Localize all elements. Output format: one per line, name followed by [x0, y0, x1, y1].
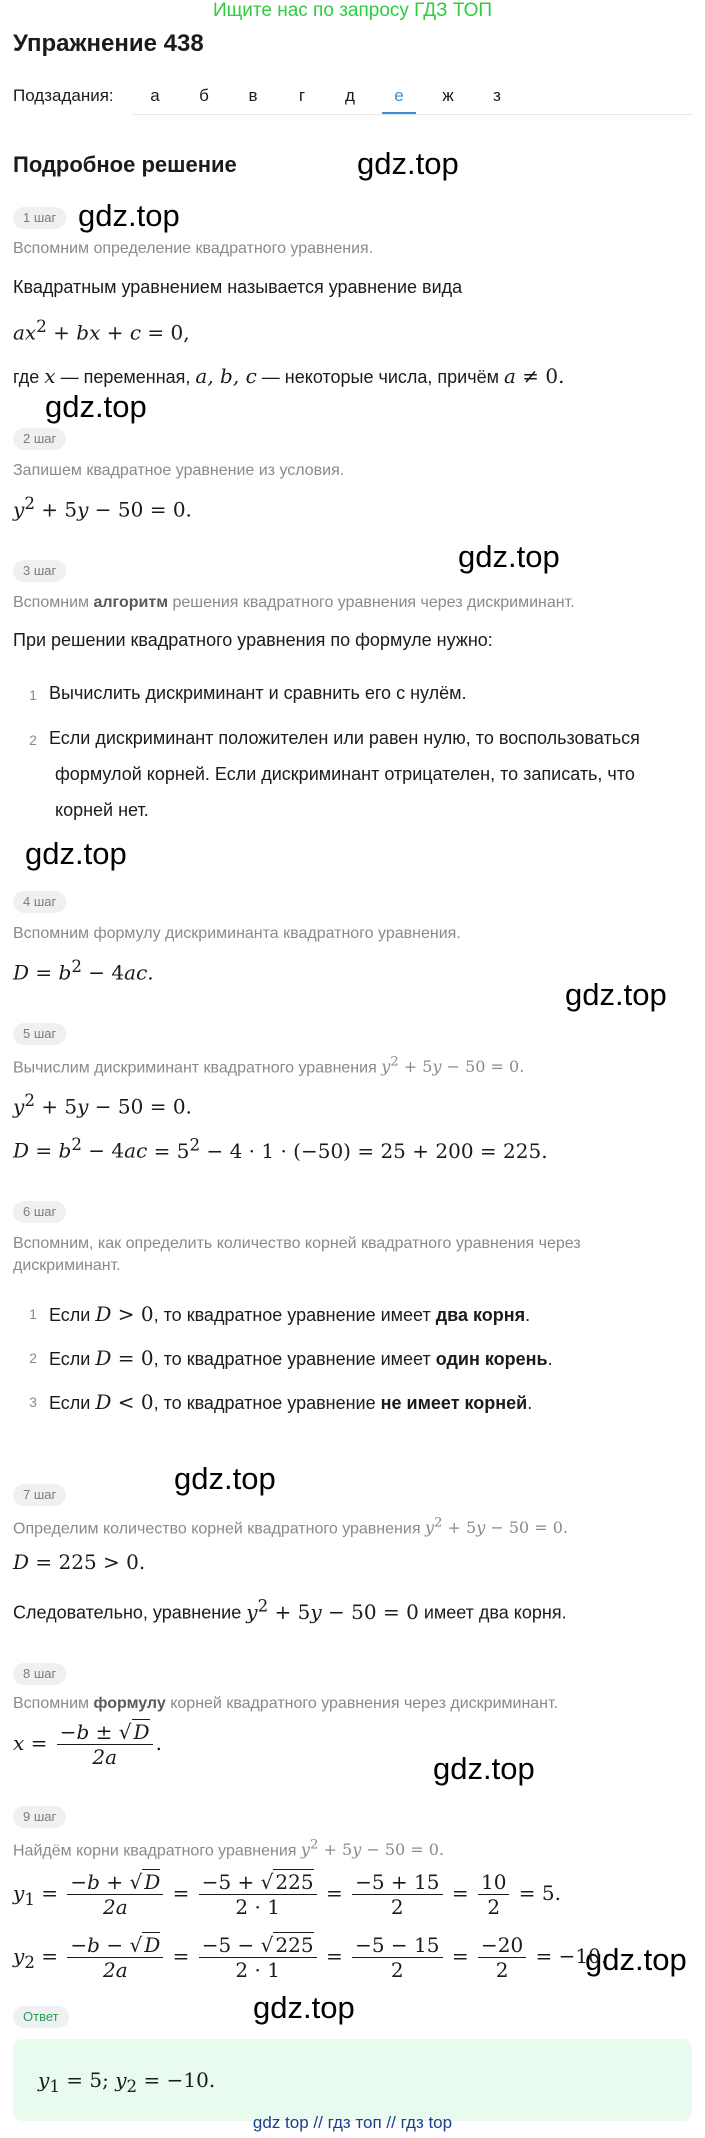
watermark: gdz.top	[45, 389, 147, 424]
top-banner: Ищите нас по запросу ГДЗ ТОП	[212, 0, 493, 21]
list-item-continued: формулой корней. Если дискриминант отрицателен, то записать, что	[55, 764, 635, 784]
watermark: gdz.top	[25, 836, 127, 871]
step-badge: 6 шаг	[13, 1201, 66, 1223]
formula-root-y1: $y_1$ = $\frac{-b + √ D}{2a}$ = $\frac{-5 + √ 225}{2 \cdot 1}$ = $\frac{-5 + 15}{2}$ = $\frac{10}{2}$ = 5.	[13, 1870, 561, 1919]
step-conclusion: Следовательно, уравнение $y^2 + 5y - 50 = 0$ имеет два корня.	[13, 1596, 567, 1624]
formula-d-value: D = 225 > 0.	[13, 1550, 146, 1574]
watermark: gdz.top	[458, 539, 560, 574]
list-item: Если D < 0, то квадратное уравнение не имеет корней.	[49, 1390, 533, 1414]
tab-subtask-v[interactable]: в	[248, 86, 258, 105]
watermark: gdz.top	[585, 1942, 687, 1977]
tab-subtask-a[interactable]: а	[150, 86, 160, 105]
step-hint: Вспомним алгоритм решения квадратного уравнения через дискриминант.	[13, 594, 575, 611]
step-hint: Вспомним формулу дискриминанта квадратного уравнения.	[13, 925, 461, 942]
step-hint: Вычислим дискриминант квадратного уравнения $y^2 + 5y - 50 = 0$.	[13, 1055, 525, 1077]
step-badge: 9 шаг	[13, 1806, 66, 1828]
list-number: 2	[29, 732, 37, 748]
answer-badge: Ответ	[13, 2006, 69, 2028]
formula-given-equation: $y^2 + 5y - 50 = 0$.	[13, 494, 192, 522]
step-badge: 7 шаг	[13, 1484, 66, 1506]
step-text: Квадратным уравнением называется уравнение вида	[13, 277, 463, 297]
formula-discriminant-calc: $D = b^2 - 4ac = 5^2 - 4 \cdot 1 \cdot (-50) = 25 + 200 = 225$.	[13, 1135, 548, 1163]
formula-root-y2: $y_2$ = $\frac{-b - √ D}{2a}$ = $\frac{-5 - √ 225}{2 \cdot 1}$ = $\frac{-5 - 15}{2}$ = $\frac{-20}{2}$ = −10.	[13, 1933, 608, 1982]
step-badge: 2 шаг	[13, 428, 66, 450]
list-item: Вычислить дискриминант и сравнить его с нулём.	[49, 683, 467, 703]
watermark: gdz.top	[253, 1990, 355, 2025]
list-item: Если D > 0, то квадратное уравнение имеет два корня.	[49, 1302, 531, 1326]
step-badge: 4 шаг	[13, 891, 66, 913]
step-hint: дискриминант.	[13, 1257, 121, 1274]
subtasks-label: Подзадания:	[13, 86, 114, 105]
list-number: 1	[29, 687, 37, 703]
step-badge: 5 шаг	[13, 1023, 66, 1045]
watermark: gdz.top	[433, 1751, 535, 1786]
step-hint: Запишем квадратное уравнение из условия.	[13, 462, 345, 479]
step-badge: 3 шаг	[13, 560, 66, 582]
list-number: 1	[29, 1306, 37, 1322]
answer-value: $y_1 = 5$; $y_2 = -10$.	[38, 2068, 216, 2096]
list-item: Если дискриминант положителен или равен нулю, то воспользоваться	[49, 728, 640, 748]
step-hint: Найдём корни квадратного уравнения $y^2 + 5y - 50 = 0$.	[13, 1838, 445, 1860]
step-text-where: где x — переменная, a, b, c — некоторые числа, причём a ≠ 0.	[13, 364, 565, 388]
section-title: Подробное решение	[13, 152, 237, 177]
tab-subtask-d[interactable]: д	[345, 86, 355, 105]
step-badge: 8 шаг	[13, 1663, 66, 1685]
tab-subtask-z[interactable]: з	[493, 86, 501, 105]
list-number: 2	[29, 1350, 37, 1366]
formula-given-equation: $y^2 + 5y - 50 = 0$.	[13, 1091, 192, 1119]
tabs-divider	[133, 114, 693, 115]
step-hint: Вспомним, как определить количество корней квадратного уравнения через	[13, 1235, 581, 1252]
watermark: gdz.top	[174, 1461, 276, 1496]
active-tab-indicator	[382, 112, 416, 114]
tab-subtask-zh[interactable]: ж	[442, 86, 454, 105]
step-text: При решении квадратного уравнения по формуле нужно:	[13, 630, 493, 650]
formula-roots: x = $\frac{-b \pm √ D}{2a}$ .	[13, 1720, 162, 1769]
tab-subtask-e[interactable]: е	[394, 86, 404, 105]
watermark: gdz.top	[78, 198, 180, 233]
tab-subtask-g[interactable]: г	[298, 86, 306, 105]
tab-subtask-b[interactable]: б	[199, 86, 209, 105]
list-item-continued: корней нет.	[55, 800, 149, 820]
list-item: Если D = 0, то квадратное уравнение имеет один корень.	[49, 1346, 553, 1370]
watermark: gdz.top	[357, 146, 459, 181]
step-hint: Вспомним определение квадратного уравнения.	[13, 240, 374, 257]
step-badge: 1 шаг	[13, 207, 66, 229]
footer-links[interactable]: gdz top // гдз топ // гдз top	[252, 2113, 453, 2132]
step-hint: Определим количество корней квадратного уравнения $y^2 + 5y - 50 = 0$.	[13, 1516, 569, 1538]
list-number: 3	[29, 1394, 37, 1410]
page-title: Упражнение 438	[13, 30, 204, 57]
watermark: gdz.top	[565, 977, 667, 1012]
formula-discriminant: $D = b^2 - 4ac$.	[13, 957, 154, 985]
step-hint: Вспомним формулу корней квадратного уравнения через дискриминант.	[13, 1695, 559, 1712]
formula-quadratic-general: $ax^2$ + bx + c = 0,	[13, 317, 190, 345]
